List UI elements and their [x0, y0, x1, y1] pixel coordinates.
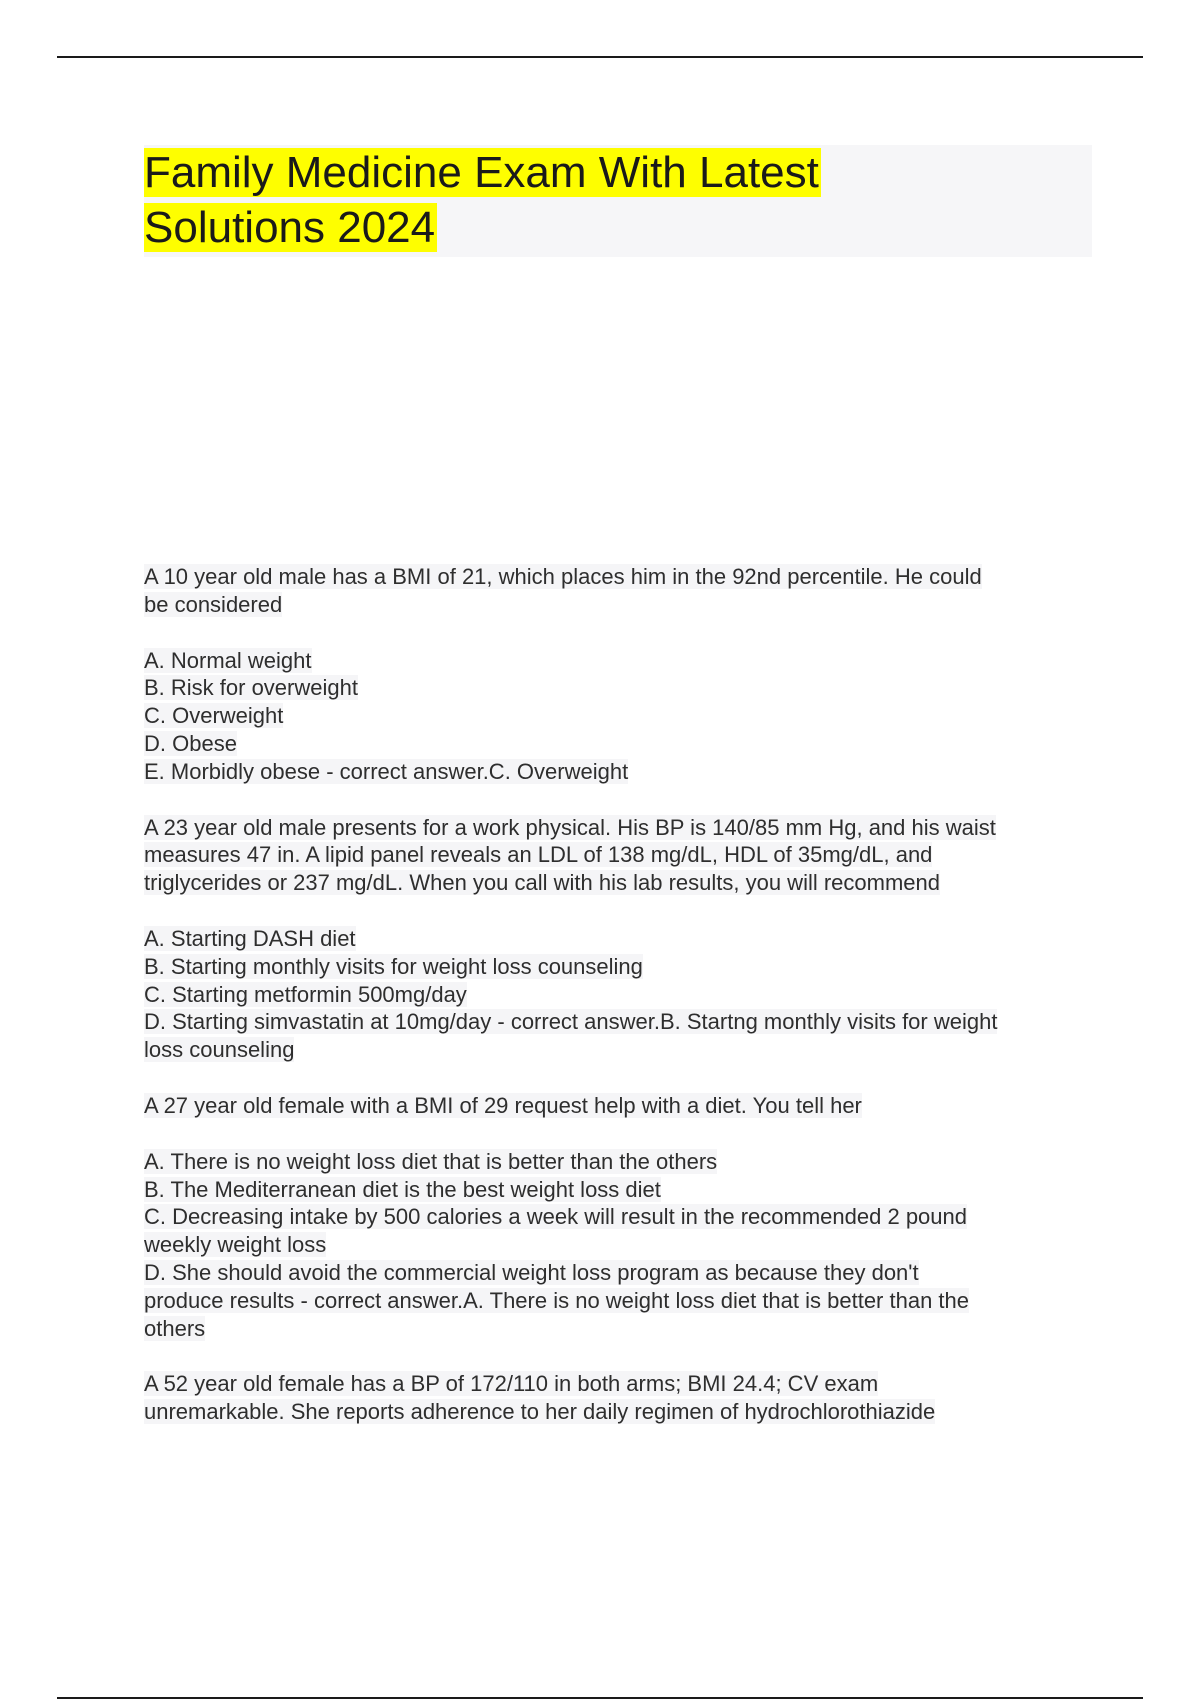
answer-option: D. Starting simvastatin at 10mg/day - correct answer.B. Startng monthly visits for weight — [144, 1009, 998, 1035]
question-stem-line: A 10 year old male has a BMI of 21, which places him in the 92nd percentile. He could — [144, 564, 982, 589]
answer-option: C. Decreasing intake by 500 calories a week will result in the recommended 2 pound — [144, 1204, 967, 1230]
bottom-rule — [57, 1697, 1143, 1699]
question-2 — [144, 814, 1094, 1064]
question-3 — [144, 1092, 1094, 1342]
answer-option: B. The Mediterranean diet is the best weight loss diet — [144, 1176, 661, 1202]
answer-option: C. Overweight — [144, 703, 284, 729]
answer-option: weekly weight loss — [144, 1232, 327, 1258]
question-stem-line: A 23 year old male presents for a work physical. His BP is 140/85 mm Hg, and his waist — [144, 814, 996, 840]
question-stem-line: triglycerides or 237 mg/dL. When you call with his lab results, you will recommend — [144, 870, 940, 896]
answer-option: E. Morbidly obese - correct answer.C. Overweight — [144, 758, 629, 784]
answer-option: B. Risk for overweight — [144, 675, 358, 701]
title-line: Family Medicine Exam With Latest — [144, 148, 819, 197]
answer-option: C. Starting metformin 500mg/day — [144, 981, 467, 1007]
answer-option: A. Starting DASH diet — [144, 925, 356, 951]
answer-option: D. She should avoid the commercial weight loss program as because they don't — [144, 1259, 919, 1285]
answer-option: others — [144, 1315, 206, 1341]
question-stem-line: A 27 year old female with a BMI of 29 request help with a diet. You tell her — [144, 1092, 862, 1118]
question-4 — [144, 1370, 1094, 1426]
answer-option: A. There is no weight loss diet that is better than the others — [144, 1148, 718, 1174]
answer-option: loss counseling — [144, 1037, 295, 1063]
question-stem-line: A 52 year old female has a BP of 172/110 in both arms; BMI 24.4; CV exam — [144, 1371, 879, 1397]
question-stem-line: be considered — [144, 591, 283, 617]
document-title — [144, 145, 1092, 257]
answer-option: produce results - correct answer.A. There is no weight loss diet that is better than the — [144, 1287, 970, 1313]
answer-option: A. Normal weight — [144, 647, 312, 673]
question-1 — [144, 563, 1094, 786]
top-rule — [57, 56, 1143, 58]
answer-option: D. Obese — [144, 730, 237, 756]
question-stem-line: unremarkable. She reports adherence to her daily regimen of hydrochlorothiazide — [144, 1399, 936, 1425]
question-stem-line: measures 47 in. A lipid panel reveals an LDL of 138 mg/dL, HDL of 35mg/dL, and — [144, 842, 933, 868]
question-list — [144, 563, 1094, 1454]
answer-option: B. Starting monthly visits for weight loss counseling — [144, 953, 643, 979]
title-line: Solutions 2024 — [144, 203, 436, 252]
